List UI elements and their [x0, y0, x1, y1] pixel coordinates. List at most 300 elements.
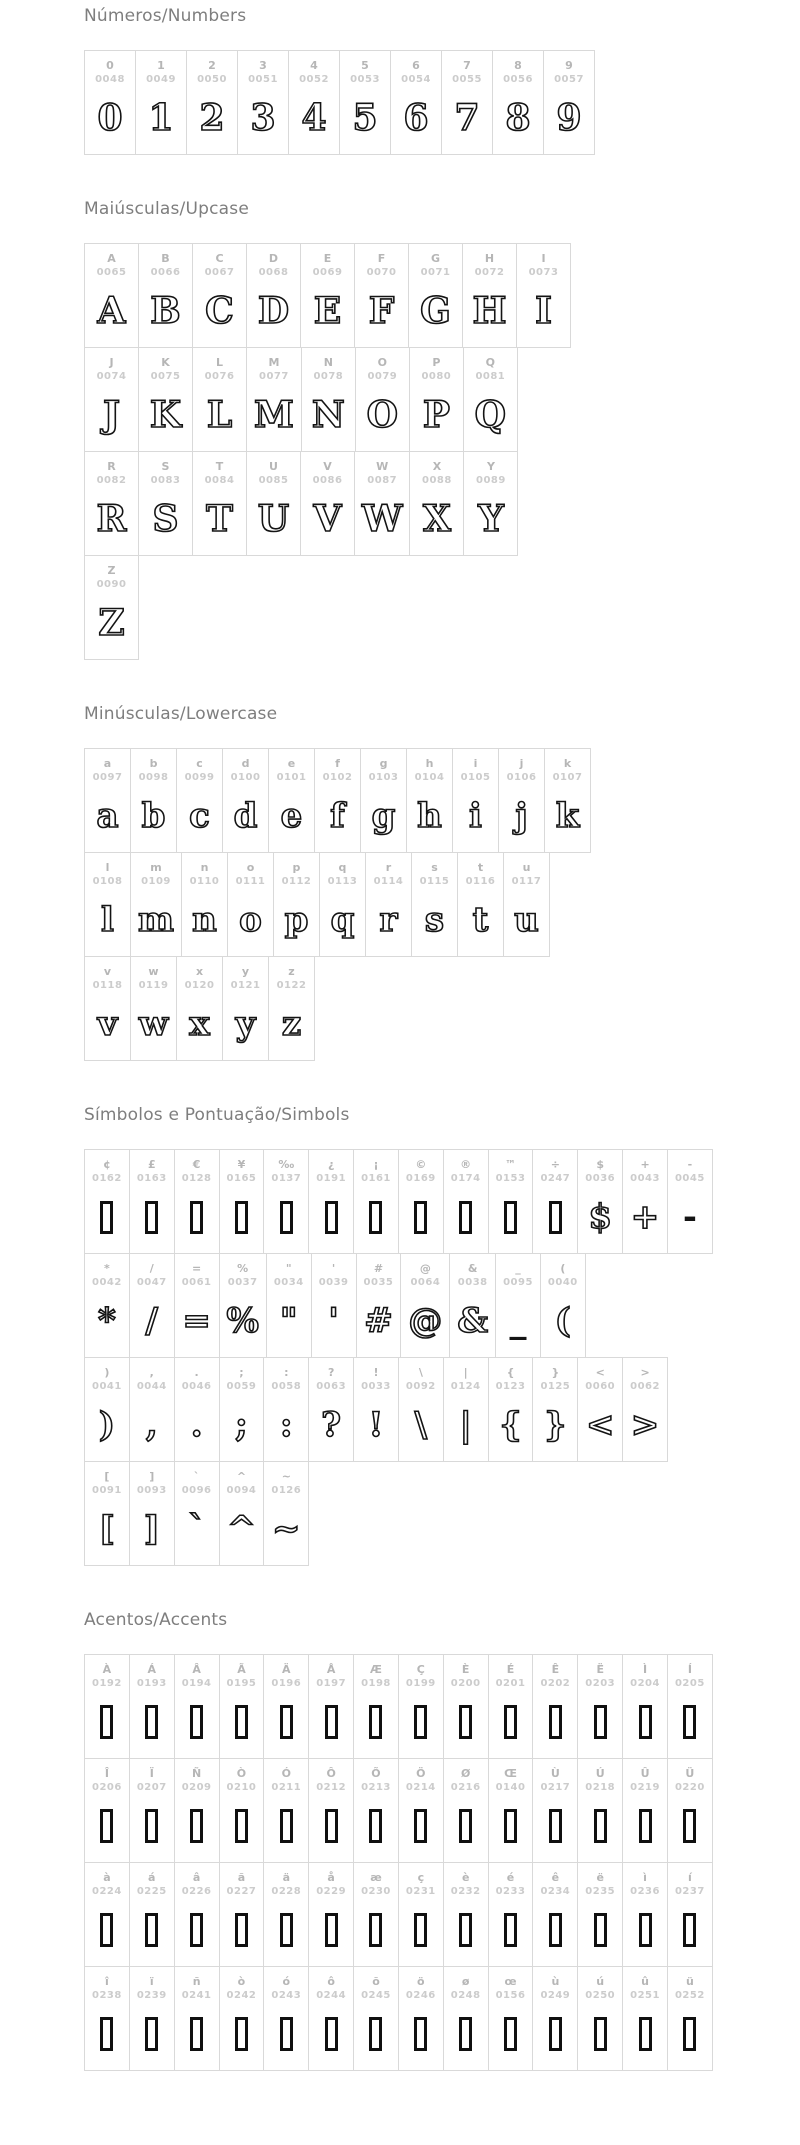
char-cell-0099	[176, 748, 223, 853]
cell-glyph-area	[145, 1694, 158, 1750]
char-cell-0034	[266, 1253, 312, 1358]
missing-glyph-box	[549, 1705, 562, 1739]
cell-unicode-code: 0227	[226, 1886, 257, 1897]
char-cell-0073	[516, 243, 571, 348]
missing-glyph-box	[414, 1201, 427, 1234]
cell-glyph-area	[535, 283, 552, 339]
cell-unicode-code: 0115	[419, 876, 450, 887]
cell-unicode-code: 0088	[422, 475, 452, 486]
glyph-preview: B	[150, 290, 181, 332]
char-cell-0113	[319, 852, 366, 957]
cell-glyph-area	[504, 1189, 517, 1245]
glyph-preview: R	[96, 498, 127, 540]
cell-character-label: '	[331, 1262, 336, 1275]
cell-unicode-code: 0079	[367, 371, 398, 382]
cell-unicode-code: 0191	[316, 1173, 347, 1184]
char-cell-0095	[495, 1253, 541, 1358]
char-cell-0090	[84, 555, 139, 660]
char-cell-0058	[263, 1357, 309, 1462]
cell-character-label: 2	[208, 59, 216, 72]
cell-glyph-area	[369, 1694, 382, 1750]
cell-unicode-code: 0087	[367, 475, 398, 486]
char-row	[84, 50, 760, 155]
missing-glyph-box	[504, 1913, 517, 1947]
cell-unicode-code: 0226	[181, 1886, 212, 1897]
cell-unicode-code: 0249	[540, 1990, 571, 2001]
cell-character-label: (	[560, 1262, 566, 1275]
section-title-symbols: Símbolos e Pontuação/Simbols	[84, 1105, 350, 1125]
missing-glyph-box	[639, 1913, 652, 1947]
cell-character-label: ¡	[373, 1158, 379, 1171]
cell-glyph-area	[594, 1902, 607, 1958]
cell-unicode-code: 0203	[585, 1678, 616, 1689]
cell-glyph-area	[301, 90, 326, 146]
cell-glyph-area	[505, 90, 530, 146]
char-cell-0052	[288, 50, 340, 155]
cell-glyph-area	[500, 1397, 522, 1453]
cell-glyph-area	[420, 283, 451, 339]
cell-character-label: O	[377, 356, 388, 369]
cell-unicode-code: 0234	[540, 1886, 571, 1897]
cell-unicode-code: 0111	[235, 876, 266, 887]
cell-character-label: }	[551, 1366, 560, 1379]
char-cell-0119	[130, 956, 177, 1061]
cell-character-label: .	[194, 1366, 199, 1379]
missing-glyph-box	[683, 1913, 696, 1947]
cell-character-label: {	[506, 1366, 515, 1379]
cell-unicode-code: 0250	[585, 1990, 616, 2001]
cell-unicode-code: 0128	[181, 1173, 212, 1184]
cell-glyph-area	[150, 387, 181, 443]
cell-unicode-code: 0047	[136, 1277, 167, 1288]
glyph-preview: Q	[474, 394, 507, 436]
cell-unicode-code: 0163	[136, 1173, 167, 1184]
cell-unicode-code: 0220	[674, 1782, 705, 1793]
missing-glyph-box	[594, 2017, 607, 2051]
char-cell-0137	[263, 1149, 309, 1254]
glyph-preview: X	[422, 498, 451, 540]
char-cell-0109	[130, 852, 182, 957]
cell-character-label: g	[379, 757, 388, 770]
cell-character-label: &	[467, 1262, 478, 1275]
char-cell-0248	[443, 1966, 489, 2071]
missing-glyph-box	[549, 1913, 562, 1947]
cell-unicode-code: 0199	[405, 1678, 436, 1689]
cell-glyph-area	[369, 1798, 382, 1854]
cell-character-label: Ñ	[192, 1767, 202, 1780]
glyph-preview: .	[190, 1405, 203, 1445]
cell-character-label: Û	[640, 1767, 650, 1780]
missing-glyph-box	[369, 2017, 382, 2051]
cell-unicode-code: 0085	[258, 475, 289, 486]
char-cell-0121	[222, 956, 269, 1061]
cell-character-label: ü	[685, 1975, 694, 1988]
glyph-preview: p	[284, 900, 309, 940]
glyph-preview: I	[535, 290, 552, 332]
cell-character-label: 8	[514, 59, 522, 72]
char-cell-0061	[174, 1253, 220, 1358]
cell-glyph-area	[380, 892, 398, 948]
char-cell-0224	[84, 1862, 130, 1967]
cell-glyph-area	[556, 90, 581, 146]
cell-unicode-code: 0116	[465, 876, 496, 887]
char-row	[84, 1966, 760, 2071]
cell-glyph-area	[138, 892, 174, 948]
cell-unicode-code: 0121	[230, 980, 261, 991]
cell-glyph-area	[372, 788, 396, 844]
cell-character-label: È	[461, 1663, 470, 1676]
cell-unicode-code: 0037	[227, 1277, 258, 1288]
section-title-accents: Acentos/Accents	[84, 1610, 228, 1630]
missing-glyph-box	[549, 2017, 562, 2051]
cell-character-label: è	[461, 1871, 470, 1884]
cell-glyph-area	[145, 1189, 158, 1245]
section-title-upcase: Maiúsculas/Upcase	[84, 199, 249, 219]
char-cell-0053	[339, 50, 391, 155]
cell-glyph-area	[235, 1798, 248, 1854]
char-cell-0046	[174, 1357, 220, 1462]
glyph-preview: W	[362, 498, 403, 540]
cell-character-label: ¿	[327, 1158, 335, 1171]
cell-unicode-code: 0093	[136, 1485, 167, 1496]
glyph-preview: t	[472, 900, 489, 940]
cell-character-label: v	[103, 965, 112, 978]
missing-glyph-box	[639, 2017, 652, 2051]
cell-character-label: *	[104, 1262, 110, 1275]
char-cell-0163	[129, 1149, 175, 1254]
char-cell-0094	[219, 1461, 265, 1566]
cell-glyph-area	[280, 1293, 298, 1349]
char-cell-0140	[488, 1758, 534, 1863]
char-cell-0044	[129, 1357, 175, 1462]
cell-unicode-code: 0109	[141, 876, 171, 887]
cell-glyph-area	[190, 1902, 203, 1958]
cell-character-label: ©	[415, 1158, 427, 1171]
cell-unicode-code: 0165	[226, 1173, 257, 1184]
missing-glyph-box	[369, 1201, 382, 1234]
cell-glyph-area	[189, 788, 210, 844]
cell-character-label: Q	[485, 356, 496, 369]
glyph-preview: V	[313, 498, 342, 540]
char-cell-0097	[84, 748, 131, 853]
glyph-preview: )	[98, 1405, 115, 1445]
glyph-preview: -	[682, 1197, 697, 1237]
missing-glyph-box	[145, 1705, 158, 1739]
cell-glyph-area	[478, 491, 504, 547]
cell-glyph-area	[207, 387, 232, 443]
glyph-preview: ~	[272, 1509, 301, 1549]
cell-unicode-code: 0162	[92, 1173, 122, 1184]
char-cell-0174	[443, 1149, 489, 1254]
missing-glyph-box	[280, 1809, 293, 1843]
cell-glyph-area	[369, 283, 395, 339]
cell-character-label: b	[149, 757, 158, 770]
cell-unicode-code: 0231	[405, 1886, 436, 1897]
cell-unicode-code: 0108	[92, 876, 123, 887]
char-cell-0247	[532, 1149, 578, 1254]
cell-glyph-area	[504, 1694, 517, 1750]
cell-character-label: x	[195, 965, 204, 978]
cell-character-label: Õ	[371, 1767, 381, 1780]
cell-unicode-code: 0052	[299, 74, 329, 85]
glyph-preview: @	[408, 1301, 443, 1341]
missing-glyph-box	[235, 1809, 248, 1843]
cell-character-label: :	[284, 1366, 289, 1379]
char-cell-0049	[135, 50, 187, 155]
char-cell-0062	[622, 1357, 668, 1462]
cell-character-label: @	[419, 1262, 431, 1275]
glyph-preview: Y	[478, 498, 504, 540]
cell-glyph-area	[97, 491, 127, 547]
cell-glyph-area	[235, 1902, 248, 1958]
cell-glyph-area	[331, 892, 355, 948]
cell-unicode-code: 0033	[361, 1381, 391, 1392]
cell-unicode-code: 0153	[495, 1173, 526, 1184]
cell-character-label: ¢	[103, 1158, 111, 1171]
cell-character-label: M	[268, 356, 280, 369]
cell-character-label: ÷	[550, 1158, 560, 1171]
glyph-preview: 5	[352, 97, 378, 139]
cell-glyph-area	[98, 1293, 116, 1349]
char-cell-0202	[532, 1654, 578, 1759]
glyph-preview: =	[182, 1301, 211, 1341]
missing-glyph-box	[504, 1201, 517, 1234]
section-title-lowercase: Minúsculas/Lowercase	[84, 704, 278, 724]
char-row	[84, 1149, 760, 1254]
char-row	[84, 555, 760, 660]
cell-glyph-area	[639, 2006, 652, 2062]
char-cell-0245	[353, 1966, 399, 2071]
cell-glyph-area	[236, 996, 256, 1052]
glyph-preview: <	[585, 1405, 615, 1445]
char-cell-0040	[540, 1253, 586, 1358]
missing-glyph-box	[549, 1809, 562, 1843]
glyph-preview: P	[422, 394, 450, 436]
cell-character-label: u	[522, 861, 531, 874]
cell-character-label: ?	[327, 1366, 335, 1379]
cell-unicode-code: 0213	[361, 1782, 391, 1793]
cell-unicode-code: 0251	[630, 1990, 660, 2001]
cell-glyph-area	[280, 1694, 293, 1750]
char-cell-0055	[441, 50, 493, 155]
cell-character-label: d	[241, 757, 250, 770]
cell-character-label: í	[688, 1871, 692, 1884]
glyph-preview: b	[141, 796, 166, 836]
cell-unicode-code: 0206	[92, 1782, 122, 1793]
cell-unicode-code: 0063	[316, 1381, 347, 1392]
glyph-preview: +	[630, 1197, 660, 1237]
missing-glyph-box	[325, 1705, 338, 1739]
missing-glyph-box	[100, 1201, 113, 1234]
cell-glyph-area	[235, 1189, 248, 1245]
glyph-preview: *	[98, 1301, 116, 1341]
cell-glyph-area	[549, 1798, 562, 1854]
cell-character-label: Ó	[281, 1767, 291, 1780]
cell-glyph-area	[425, 892, 444, 948]
cell-unicode-code: 0201	[495, 1678, 526, 1689]
cell-glyph-area	[206, 491, 233, 547]
char-cell-0086	[300, 451, 355, 556]
cell-character-label: k	[563, 757, 572, 770]
cell-glyph-area	[515, 788, 527, 844]
cell-unicode-code: 0099	[184, 772, 215, 783]
glyph-preview: E	[313, 290, 342, 332]
cell-unicode-code: 0044	[136, 1381, 167, 1392]
cell-unicode-code: 0125	[540, 1381, 571, 1392]
char-cell-0195	[219, 1654, 265, 1759]
cell-glyph-area	[362, 491, 402, 547]
cell-glyph-area	[423, 491, 451, 547]
cell-unicode-code: 0034	[273, 1277, 304, 1288]
glyph-preview: M	[254, 394, 294, 436]
char-cell-0123	[488, 1357, 534, 1462]
cell-character-label: h	[425, 757, 434, 770]
char-cell-0091	[84, 1461, 130, 1566]
cell-glyph-area	[549, 1694, 562, 1750]
glyph-preview: c	[189, 796, 210, 836]
glyph-preview: y	[235, 1004, 256, 1044]
cell-glyph-area	[188, 1501, 205, 1557]
missing-glyph-box	[369, 1809, 382, 1843]
cell-glyph-area	[100, 2006, 113, 2062]
cell-glyph-area	[146, 1397, 158, 1453]
missing-glyph-box	[369, 1705, 382, 1739]
char-cell-0220	[667, 1758, 713, 1863]
char-cell-0243	[263, 1966, 309, 2071]
cell-unicode-code: 0098	[138, 772, 169, 783]
cell-glyph-area	[415, 1397, 427, 1453]
cell-glyph-area	[281, 788, 303, 844]
cell-unicode-code: 0247	[540, 1173, 571, 1184]
cell-character-label: €	[192, 1158, 201, 1171]
cell-character-label: Ï	[149, 1767, 154, 1780]
cell-glyph-area	[145, 2006, 158, 2062]
cell-unicode-code: 0041	[92, 1381, 122, 1392]
cell-glyph-area	[280, 2006, 293, 2062]
section-title-numbers: Números/Numbers	[84, 6, 247, 26]
cell-glyph-area	[403, 90, 428, 146]
missing-glyph-box	[414, 1809, 427, 1843]
cell-character-label: m	[150, 861, 162, 874]
cell-unicode-code: 0214	[405, 1782, 436, 1793]
missing-glyph-box	[594, 1809, 607, 1843]
cell-unicode-code: 0061	[181, 1277, 212, 1288]
char-cell-0075	[138, 347, 193, 452]
glyph-preview: [	[98, 1509, 115, 1549]
cell-glyph-area	[182, 1293, 211, 1349]
glyph-preview: ]	[143, 1509, 160, 1549]
missing-glyph-box	[414, 1705, 427, 1739]
missing-glyph-box	[325, 2017, 338, 2051]
cell-unicode-code: 0140	[495, 1782, 526, 1793]
cell-glyph-area	[549, 1189, 562, 1245]
char-cell-0071	[408, 243, 463, 348]
cell-unicode-code: 0081	[475, 371, 506, 382]
char-cell-0246	[398, 1966, 444, 2071]
cell-glyph-area	[369, 1397, 384, 1453]
char-cell-0104	[406, 748, 453, 853]
char-cell-0117	[503, 852, 550, 957]
cell-character-label: Y	[486, 460, 495, 473]
char-cell-0226	[174, 1862, 220, 1967]
missing-glyph-box	[280, 2017, 293, 2051]
cell-unicode-code: 0097	[92, 772, 123, 783]
cell-glyph-area	[325, 1189, 338, 1245]
glyph-preview: x	[189, 1004, 210, 1044]
cell-character-label: B	[161, 252, 170, 265]
cell-glyph-area	[473, 892, 489, 948]
section-numbers	[84, 6, 760, 155]
cell-character-label: K	[161, 356, 170, 369]
glyph-preview: ,	[145, 1405, 158, 1445]
cell-character-label: _	[515, 1262, 521, 1275]
glyph-preview: 1	[148, 97, 174, 139]
cell-unicode-code: 0217	[540, 1782, 571, 1793]
cell-glyph-area	[100, 1694, 113, 1750]
cell-unicode-code: 0059	[226, 1381, 257, 1392]
cell-unicode-code: 0112	[281, 876, 312, 887]
missing-glyph-box	[190, 1913, 203, 1947]
missing-glyph-box	[190, 1201, 203, 1234]
cell-character-label: -	[687, 1158, 693, 1171]
missing-glyph-box	[504, 2017, 517, 2051]
cell-unicode-code: 0196	[271, 1678, 302, 1689]
char-cell-0082	[84, 451, 139, 556]
cell-unicode-code: 0219	[630, 1782, 660, 1793]
char-cell-0087	[354, 451, 410, 556]
cell-character-label: 4	[310, 59, 318, 72]
cell-unicode-code: 0060	[585, 1381, 616, 1392]
cell-unicode-code: 0058	[271, 1381, 302, 1392]
section-symbols	[84, 1105, 760, 1566]
glyph-preview: L	[206, 394, 233, 436]
cell-glyph-area	[235, 2006, 248, 2062]
cell-glyph-area	[282, 996, 301, 1052]
cell-unicode-code: 0072	[474, 267, 505, 278]
cell-glyph-area	[96, 788, 118, 844]
cell-unicode-code: 0077	[259, 371, 289, 382]
cell-unicode-code: 0083	[150, 475, 181, 486]
char-cell-0039	[311, 1253, 357, 1358]
cell-glyph-area	[235, 1694, 248, 1750]
font-character-map	[84, 6, 760, 2071]
cell-unicode-code: 0103	[368, 772, 399, 783]
missing-glyph-box	[459, 1201, 472, 1234]
char-cell-0210	[219, 1758, 265, 1863]
char-cell-0235	[577, 1862, 623, 1967]
cell-character-label: N	[323, 356, 333, 369]
cell-unicode-code: 0055	[452, 74, 482, 85]
cell-character-label: ™	[505, 1158, 517, 1171]
char-cell-0085	[246, 451, 301, 556]
cell-glyph-area	[555, 1293, 571, 1349]
char-cell-0105	[452, 748, 499, 853]
cell-glyph-area	[510, 1293, 527, 1349]
char-cell-0239	[129, 1966, 175, 2071]
cell-unicode-code: 0169	[405, 1173, 436, 1184]
cell-character-label: <	[595, 1366, 605, 1379]
char-cell-0051	[237, 50, 289, 155]
cell-unicode-code: 0233	[495, 1886, 526, 1897]
missing-glyph-box	[459, 2017, 472, 2051]
glyph-preview: o	[239, 900, 262, 940]
cell-glyph-area	[417, 788, 442, 844]
char-cell-0088	[409, 451, 464, 556]
glyph-preview: 6	[403, 97, 429, 139]
char-cell-0063	[308, 1357, 354, 1462]
cell-glyph-area	[146, 1293, 158, 1349]
cell-unicode-code: 0195	[226, 1678, 257, 1689]
